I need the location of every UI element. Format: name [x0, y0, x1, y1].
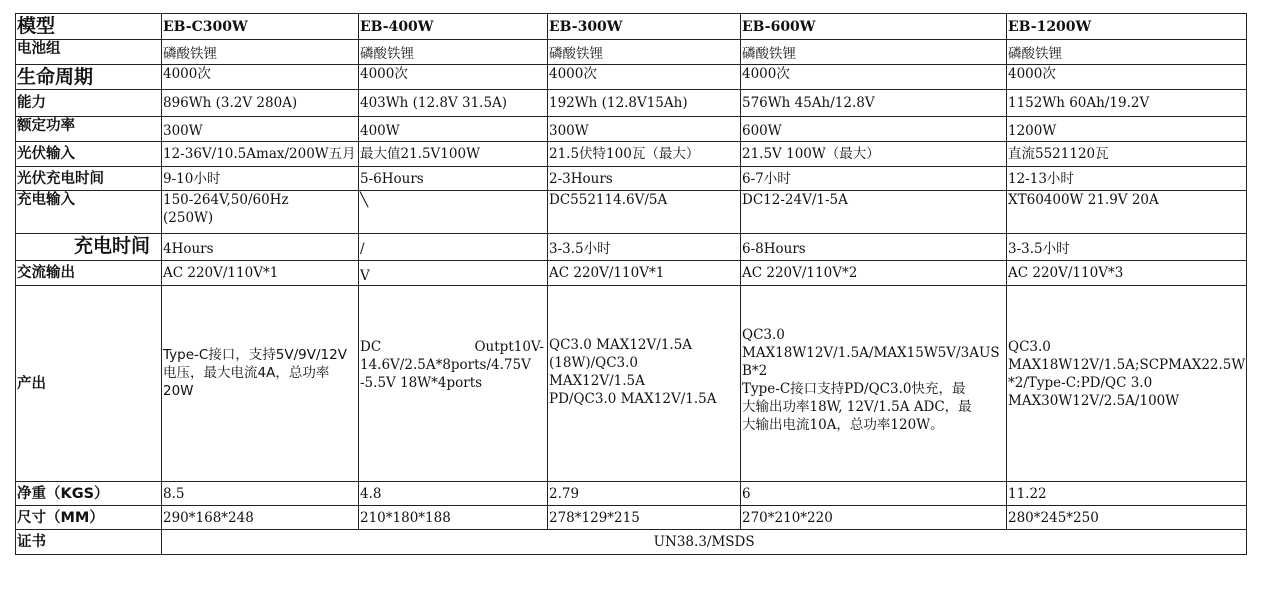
pv-input-cell: 21.5伏特100瓦（最大）: [548, 142, 741, 167]
rated-power-row: [16, 117, 1247, 142]
output-line: *2/Type-C:PD/QC 3.0: [1008, 375, 1153, 391]
output-line: MAX30W12V/2.5A/100W: [1008, 393, 1180, 409]
cert-value: UN38.3/MSDS: [162, 530, 1247, 555]
pv-charge-time-cell: 5-6Hours: [359, 167, 548, 191]
rated-power-cell: 300W: [162, 117, 359, 142]
battery-cell: 磷酸铁锂: [1007, 40, 1247, 65]
charge-input-cell: XT60400W 21.9V 20A: [1007, 191, 1247, 234]
rated-power-cell: 1200W: [1007, 117, 1247, 142]
cycle-cell: 4000次: [548, 65, 741, 90]
model-eb-1200w: EB-1200W: [1007, 14, 1247, 40]
charge-time-cell: /: [359, 234, 548, 261]
charge-input-row: [16, 191, 1247, 234]
output-line: PD/QC3.0 MAX12V/1.5A: [549, 391, 717, 407]
output-text: DC: [360, 339, 382, 355]
charge-input-label: 充电输入: [16, 191, 162, 234]
charge-input-line: (250W): [163, 210, 214, 226]
size-cell: 280*245*250: [1007, 506, 1247, 530]
charge-input-cell: [162, 191, 359, 234]
output-label: 产出: [16, 286, 162, 482]
capacity-cell: 576Wh 45Ah/12.8V: [741, 90, 1007, 117]
output-line: QC3.0: [1008, 339, 1051, 355]
capacity-cell: 896Wh (3.2V 280A): [162, 90, 359, 117]
pv-charge-time-cell: 6-7小时: [741, 167, 1007, 191]
net-weight-row: [16, 482, 1247, 506]
output-line: [360, 338, 544, 356]
battery-cell: 磷酸铁锂: [548, 40, 741, 65]
pv-charge-time-cell: 2-3Hours: [548, 167, 741, 191]
size-cell: 278*129*215: [548, 506, 741, 530]
battery-cell: 磷酸铁锂: [741, 40, 1007, 65]
output-cell-c300: Type-C接口，支持5V/9V/12V电压，最大电流4A，总功率20W: [162, 286, 359, 482]
net-weight-cell: 8.5: [162, 482, 359, 506]
cycle-label: 生命周期: [16, 65, 162, 90]
charge-time-cell: 6-8Hours: [741, 234, 1007, 261]
charge-time-cell: 3-3.5小时: [548, 234, 741, 261]
output-line: MAX12V/1.5A: [549, 373, 645, 389]
pv-input-cell: 12-36V/10.5Amax/200W五月: [162, 142, 359, 167]
battery-row: [16, 40, 1247, 65]
output-line: 大输出功率18W, 12V/1.5A ADC，最: [742, 399, 972, 415]
ac-output-row: [16, 261, 1247, 286]
capacity-cell: 1152Wh 60Ah/19.2V: [1007, 90, 1247, 117]
ac-output-cell: AC 220V/110V*3: [1007, 261, 1247, 286]
capacity-cell: 192Wh (12.8V15Ah): [548, 90, 741, 117]
ac-output-cell: V: [359, 261, 548, 286]
output-row: [16, 286, 1247, 482]
output-line: QC3.0: [742, 327, 785, 343]
rated-power-label: 额定功率: [16, 117, 162, 142]
output-cell-400: [359, 286, 548, 482]
net-weight-cell: 11.22: [1007, 482, 1247, 506]
output-line: MAX18W12V/1.5A;SCPMAX22.5W: [1008, 357, 1246, 373]
output-cell-600: [741, 286, 1007, 482]
pv-input-label: 光伏输入: [16, 142, 162, 167]
model-label: 模型: [16, 14, 162, 40]
pv-charge-time-row: [16, 167, 1247, 191]
net-weight-cell: 4.8: [359, 482, 548, 506]
pv-charge-time-label: 光伏充电时间: [16, 167, 162, 191]
capacity-row: [16, 90, 1247, 117]
ac-output-cell: AC 220V/110V*2: [741, 261, 1007, 286]
ac-output-label: 交流输出: [16, 261, 162, 286]
output-line: B*2: [742, 363, 768, 379]
size-row: [16, 506, 1247, 530]
battery-label: 电池组: [16, 40, 162, 65]
output-line: -5.5V 18W*4ports: [360, 375, 483, 391]
net-weight-cell: 6: [741, 482, 1007, 506]
model-eb-600w: EB-600W: [741, 14, 1007, 40]
rated-power-cell: 600W: [741, 117, 1007, 142]
capacity-label: 能力: [16, 90, 162, 117]
output-text: Outpt10V-: [474, 339, 544, 355]
charge-input-cell: DC552114.6V/5A: [548, 191, 741, 234]
size-label: 尺寸（MM）: [16, 506, 162, 530]
pv-input-cell: 21.5V 100W（最大）: [741, 142, 1007, 167]
charge-time-row: [16, 234, 1247, 261]
output-cell-300: [548, 286, 741, 482]
rated-power-cell: 400W: [359, 117, 548, 142]
model-eb-c300w: EB-C300W: [162, 14, 359, 40]
pv-charge-time-cell: 12-13小时: [1007, 167, 1247, 191]
cert-label: 证书: [16, 530, 162, 555]
pv-input-row: [16, 142, 1247, 167]
size-cell: 270*210*220: [741, 506, 1007, 530]
cycle-cell: 4000次: [1007, 65, 1247, 90]
output-line: 14.6V/2.5A*8ports/4.75V: [360, 357, 531, 373]
ac-output-cell: AC 220V/110V*1: [162, 261, 359, 286]
cert-row: [16, 530, 1247, 555]
output-line: QC3.0 MAX12V/1.5A: [549, 337, 693, 353]
output-cell-1200: [1007, 286, 1247, 482]
output-line: MAX18W12V/1.5A/MAX15W5V/3AUS: [742, 345, 1000, 361]
pv-input-cell: 最大值21.5V100W: [359, 142, 548, 167]
charge-time-cell: 4Hours: [162, 234, 359, 261]
battery-cell: 磷酸铁锂: [359, 40, 548, 65]
header-row: [16, 14, 1247, 40]
cycle-row: [16, 65, 1247, 90]
ac-output-cell: AC 220V/110V*1: [548, 261, 741, 286]
model-eb-400w: EB-400W: [359, 14, 548, 40]
cycle-cell: 4000次: [359, 65, 548, 90]
cycle-cell: 4000次: [162, 65, 359, 90]
net-weight-label: 净重（KGS）: [16, 482, 162, 506]
size-cell: 290*168*248: [162, 506, 359, 530]
model-eb-300w: EB-300W: [548, 14, 741, 40]
charge-time-label: 充电时间: [16, 234, 162, 261]
capacity-cell: 403Wh (12.8V 31.5A): [359, 90, 548, 117]
battery-cell: 磷酸铁锂: [162, 40, 359, 65]
charge-time-cell: 3-3.5小时: [1007, 234, 1247, 261]
size-cell: 210*180*188: [359, 506, 548, 530]
output-line: 大输出电流10A，总功率120W。: [742, 417, 944, 433]
output-line: (18W)/QC3.0: [549, 355, 639, 371]
rated-power-cell: 300W: [548, 117, 741, 142]
cycle-cell: 4000次: [741, 65, 1007, 90]
charge-input-cell: ╲: [359, 191, 548, 234]
pv-charge-time-cell: 9-10小时: [162, 167, 359, 191]
charge-input-cell: DC12-24V/1-5A: [741, 191, 1007, 234]
spec-table: [15, 13, 1247, 555]
net-weight-cell: 2.79: [548, 482, 741, 506]
output-line: Type-C接口支持PD/QC3.0快充，最: [742, 381, 966, 397]
pv-input-cell: 直流5521120瓦: [1007, 142, 1247, 167]
charge-input-line: 150-264V,50/60Hz: [163, 192, 289, 208]
